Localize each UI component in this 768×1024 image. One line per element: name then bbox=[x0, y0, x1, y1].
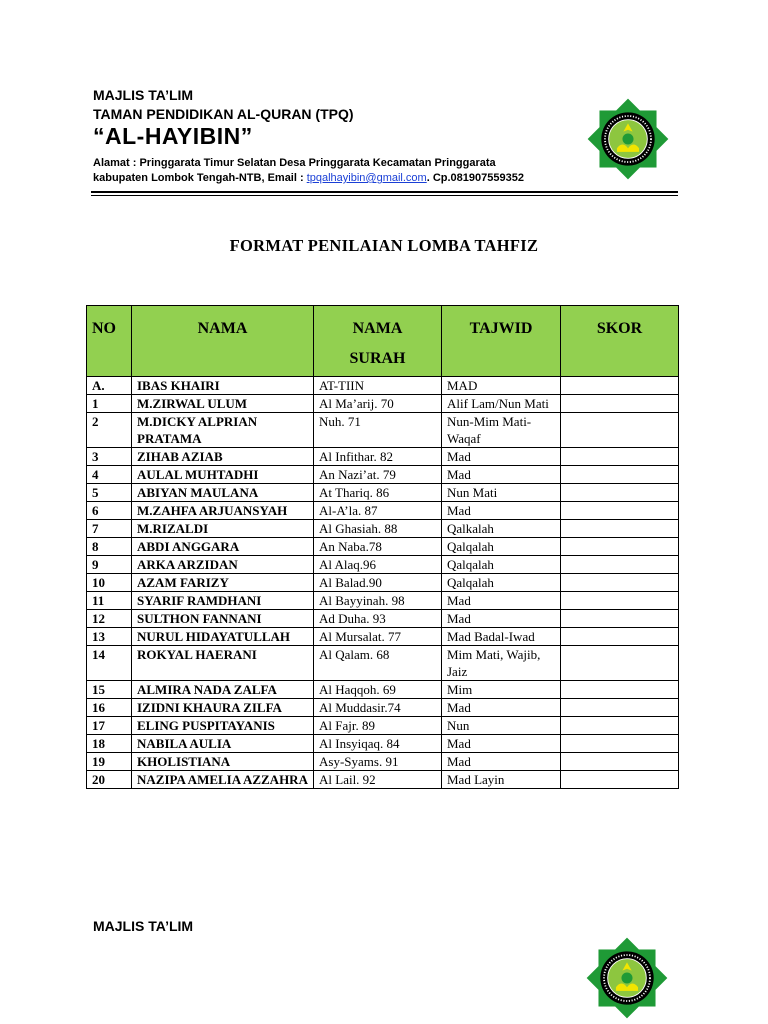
cell-nama: M.ZIRWAL ULUM bbox=[132, 395, 314, 413]
cell-surah: Al Infithar. 82 bbox=[314, 448, 442, 466]
cell-surah: An Naba.78 bbox=[314, 538, 442, 556]
table-row bbox=[87, 574, 679, 592]
document-title: FORMAT PENILAIAN LOMBA TAHFIZ bbox=[229, 236, 539, 255]
cell-nama: NABILA AULIA bbox=[132, 735, 314, 753]
cell-tajwid: MAD bbox=[442, 377, 561, 395]
cell-tajwid: Nun-Mim Mati-Waqaf bbox=[442, 413, 561, 448]
cell-nama: SULTHON FANNANI bbox=[132, 610, 314, 628]
cell-nama: IZIDNI KHAURA ZILFA bbox=[132, 699, 314, 717]
cell-no: 19 bbox=[87, 753, 132, 771]
cell-nama: ABIYAN MAULANA bbox=[132, 484, 314, 502]
cell-no: 6 bbox=[87, 502, 132, 520]
cell-tajwid: Qalqalah bbox=[442, 556, 561, 574]
cell-nama: M.ZAHFA ARJUANSYAH bbox=[132, 502, 314, 520]
cell-surah: Ad Duha. 93 bbox=[314, 610, 442, 628]
cell-skor bbox=[561, 753, 679, 771]
cell-nama: ROKYAL HAERANI bbox=[132, 646, 314, 681]
cell-no: 3 bbox=[87, 448, 132, 466]
table-row bbox=[87, 699, 679, 717]
cell-no: 4 bbox=[87, 466, 132, 484]
cell-surah: Al Lail. 92 bbox=[314, 771, 442, 789]
cell-skor bbox=[561, 610, 679, 628]
cell-skor bbox=[561, 413, 679, 448]
cell-nama: ZIHAB AZIAB bbox=[132, 448, 314, 466]
table-row bbox=[87, 735, 679, 753]
cell-tajwid: Nun bbox=[442, 717, 561, 735]
table-row bbox=[87, 681, 679, 699]
cell-surah: An Nazi’at. 79 bbox=[314, 466, 442, 484]
cell-no: 18 bbox=[87, 735, 132, 753]
table-row bbox=[87, 592, 679, 610]
address-prefix: kabupaten Lombok Tengah-NTB, Email : bbox=[93, 172, 307, 184]
cell-no: 14 bbox=[87, 646, 132, 681]
address-line-2 bbox=[93, 172, 524, 184]
cell-surah: Al Ma’arij. 70 bbox=[314, 395, 442, 413]
cell-nama: NURUL HIDAYATULLAH bbox=[132, 628, 314, 646]
cell-nama: ARKA ARZIDAN bbox=[132, 556, 314, 574]
column-header-nama: NAMA bbox=[132, 306, 314, 377]
tpq-emblem-icon bbox=[580, 932, 674, 1024]
cell-no: 15 bbox=[87, 681, 132, 699]
cell-skor bbox=[561, 699, 679, 717]
cell-tajwid: Mim Mati, Wajib, Jaiz bbox=[442, 646, 561, 681]
cell-nama: M.DICKY ALPRIAN PRATAMA bbox=[132, 413, 314, 448]
cell-surah: Al Qalam. 68 bbox=[314, 646, 442, 681]
table-row bbox=[87, 610, 679, 628]
cell-skor bbox=[561, 556, 679, 574]
cell-tajwid: Mad Layin bbox=[442, 771, 561, 789]
cell-tajwid: Alif Lam/Nun Mati bbox=[442, 395, 561, 413]
org-line-2: TAMAN PENDIDIKAN AL-QURAN (TPQ) bbox=[93, 106, 354, 122]
cell-skor bbox=[561, 538, 679, 556]
cell-surah: Al-A’la. 87 bbox=[314, 502, 442, 520]
cell-surah: At Thariq. 86 bbox=[314, 484, 442, 502]
table-row bbox=[87, 538, 679, 556]
cell-tajwid: Mad bbox=[442, 466, 561, 484]
org-line-1: MAJLIS TA’LIM bbox=[93, 87, 194, 103]
table-row bbox=[87, 717, 679, 735]
footer-org-line: MAJLIS TA’LIM bbox=[93, 918, 194, 934]
cell-skor bbox=[561, 628, 679, 646]
cell-tajwid: Mim bbox=[442, 681, 561, 699]
cell-no: 2 bbox=[87, 413, 132, 448]
org-name: “AL-HAYIBIN” bbox=[93, 123, 253, 149]
header-divider-thin bbox=[91, 195, 678, 196]
cell-nama: KHOLISTIANA bbox=[132, 753, 314, 771]
table-row bbox=[87, 395, 679, 413]
cell-nama: ELING PUSPITAYANIS bbox=[132, 717, 314, 735]
cell-skor bbox=[561, 502, 679, 520]
cell-no: A. bbox=[87, 377, 132, 395]
cell-tajwid: Mad bbox=[442, 753, 561, 771]
cell-tajwid: Nun Mati bbox=[442, 484, 561, 502]
cell-surah: Al Balad.90 bbox=[314, 574, 442, 592]
cell-skor bbox=[561, 377, 679, 395]
cell-skor bbox=[561, 466, 679, 484]
column-header-skor: SKOR bbox=[561, 306, 679, 377]
cell-skor bbox=[561, 717, 679, 735]
cell-no: 5 bbox=[87, 484, 132, 502]
column-header-no: NO bbox=[87, 306, 132, 377]
table-row bbox=[87, 502, 679, 520]
cell-no: 11 bbox=[87, 592, 132, 610]
cell-nama: ABDI ANGGARA bbox=[132, 538, 314, 556]
table-row bbox=[87, 484, 679, 502]
cell-no: 7 bbox=[87, 520, 132, 538]
cell-surah: Al Ghasiah. 88 bbox=[314, 520, 442, 538]
column-header-tajwid: TAJWID bbox=[442, 306, 561, 377]
table-body bbox=[87, 377, 679, 789]
cell-nama: IBAS KHAIRI bbox=[132, 377, 314, 395]
cell-tajwid: Qalqalah bbox=[442, 538, 561, 556]
table-row bbox=[87, 377, 679, 395]
cell-tajwid: Mad bbox=[442, 592, 561, 610]
table-row bbox=[87, 556, 679, 574]
cell-tajwid: Mad bbox=[442, 699, 561, 717]
cell-no: 13 bbox=[87, 628, 132, 646]
cell-surah: Al Haqqoh. 69 bbox=[314, 681, 442, 699]
cell-skor bbox=[561, 646, 679, 681]
cell-no: 8 bbox=[87, 538, 132, 556]
score-table bbox=[86, 305, 679, 789]
cell-no: 20 bbox=[87, 771, 132, 789]
table-row bbox=[87, 413, 679, 448]
cell-no: 9 bbox=[87, 556, 132, 574]
cell-no: 17 bbox=[87, 717, 132, 735]
cell-tajwid: Mad bbox=[442, 502, 561, 520]
cell-nama: AULAL MUHTADHI bbox=[132, 466, 314, 484]
cell-surah: Asy-Syams. 91 bbox=[314, 753, 442, 771]
table-row bbox=[87, 646, 679, 681]
table-row bbox=[87, 466, 679, 484]
cell-skor bbox=[561, 771, 679, 789]
column-header-surah: NAMA SURAH bbox=[314, 306, 442, 377]
cell-surah: Al Mursalat. 77 bbox=[314, 628, 442, 646]
table-row bbox=[87, 771, 679, 789]
phone-number: . Cp.081907559352 bbox=[426, 172, 524, 184]
cell-no: 1 bbox=[87, 395, 132, 413]
cell-no: 16 bbox=[87, 699, 132, 717]
cell-nama: ALMIRA NADA ZALFA bbox=[132, 681, 314, 699]
address-line-1: Alamat : Pringgarata Timur Selatan Desa Pringgarata Kecamatan Pringgarata bbox=[93, 157, 496, 169]
cell-surah: Al Fajr. 89 bbox=[314, 717, 442, 735]
cell-surah: AT-TIIN bbox=[314, 377, 442, 395]
header-divider bbox=[91, 191, 678, 193]
table-row bbox=[87, 753, 679, 771]
cell-nama: NAZIPA AMELIA AZZAHRA bbox=[132, 771, 314, 789]
cell-skor bbox=[561, 520, 679, 538]
cell-skor bbox=[561, 574, 679, 592]
cell-skor bbox=[561, 484, 679, 502]
table-row bbox=[87, 448, 679, 466]
table-row bbox=[87, 520, 679, 538]
cell-nama: M.RIZALDI bbox=[132, 520, 314, 538]
cell-tajwid: Mad bbox=[442, 610, 561, 628]
cell-skor bbox=[561, 592, 679, 610]
cell-surah: Nuh. 71 bbox=[314, 413, 442, 448]
cell-no: 10 bbox=[87, 574, 132, 592]
cell-tajwid: Mad bbox=[442, 735, 561, 753]
email-link[interactable]: tpqalhayibin@gmail.com bbox=[306, 172, 427, 184]
cell-tajwid: Mad Badal-Iwad bbox=[442, 628, 561, 646]
cell-skor bbox=[561, 395, 679, 413]
table-header-row bbox=[87, 306, 679, 377]
cell-nama: SYARIF RAMDHANI bbox=[132, 592, 314, 610]
cell-tajwid: Mad bbox=[442, 448, 561, 466]
tpq-emblem-icon bbox=[582, 93, 674, 185]
cell-skor bbox=[561, 448, 679, 466]
cell-surah: Al Insyiqaq. 84 bbox=[314, 735, 442, 753]
cell-skor bbox=[561, 735, 679, 753]
table-row bbox=[87, 628, 679, 646]
cell-no: 12 bbox=[87, 610, 132, 628]
cell-tajwid: Qalkalah bbox=[442, 520, 561, 538]
cell-surah: Al Bayyinah. 98 bbox=[314, 592, 442, 610]
cell-skor bbox=[561, 681, 679, 699]
cell-surah: Al Alaq.96 bbox=[314, 556, 442, 574]
cell-nama: AZAM FARIZY bbox=[132, 574, 314, 592]
cell-tajwid: Qalqalah bbox=[442, 574, 561, 592]
cell-surah: Al Muddasir.74 bbox=[314, 699, 442, 717]
